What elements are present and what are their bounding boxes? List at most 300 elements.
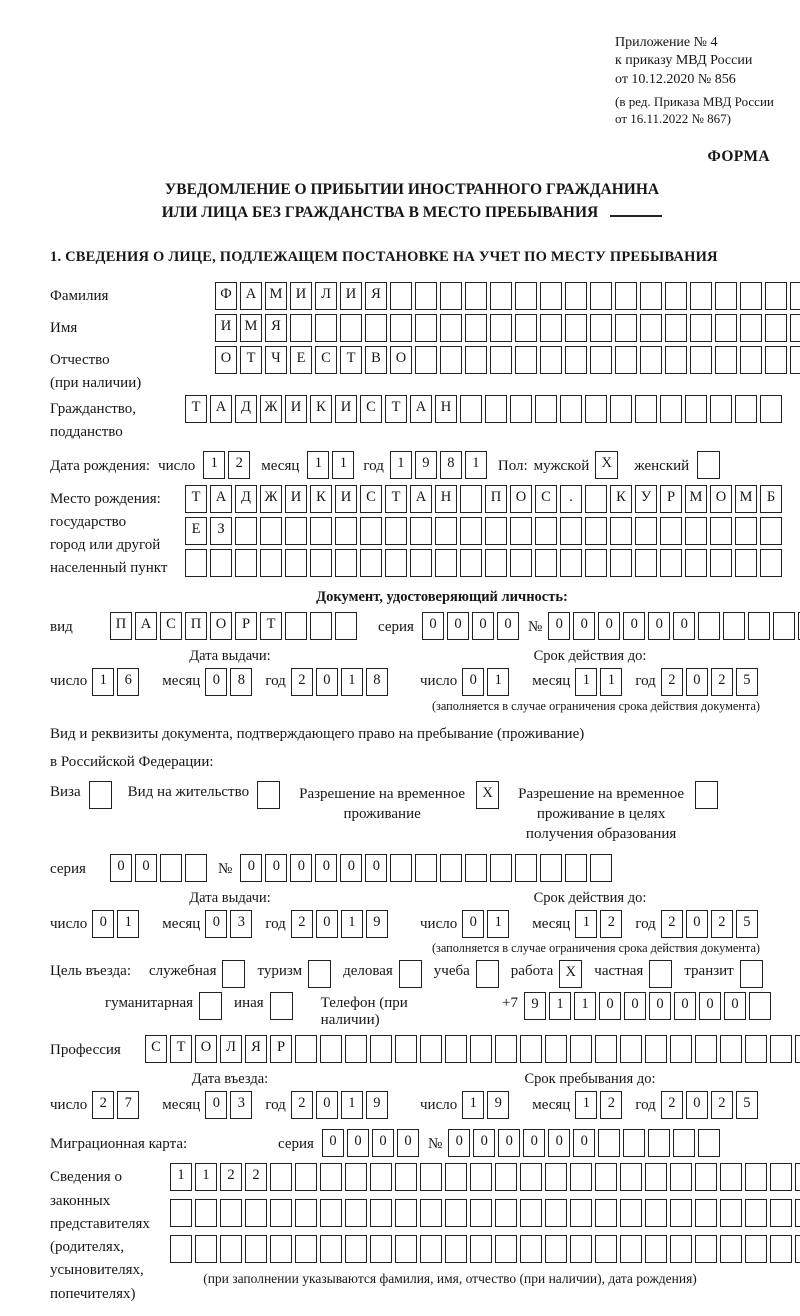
char-cell[interactable] — [260, 517, 282, 545]
char-cell[interactable] — [790, 282, 800, 310]
char-cell[interactable] — [620, 1199, 642, 1227]
char-cell[interactable]: И — [290, 282, 312, 310]
char-cell[interactable]: И — [335, 485, 357, 513]
char-cell[interactable] — [235, 549, 257, 577]
char-cell[interactable] — [595, 1163, 617, 1191]
char-cell[interactable] — [645, 1199, 667, 1227]
char-cell[interactable]: 0 — [497, 612, 519, 640]
char-cell[interactable] — [620, 1035, 642, 1063]
char-cell[interactable] — [465, 314, 487, 342]
char-cell[interactable]: 1 — [575, 910, 597, 938]
char-cell[interactable] — [520, 1035, 542, 1063]
char-cell[interactable] — [770, 1235, 792, 1263]
purpose-work-checkbox[interactable]: X — [559, 960, 582, 988]
char-cell[interactable]: И — [285, 485, 307, 513]
char-cell[interactable] — [495, 1199, 517, 1227]
char-cell[interactable] — [390, 282, 412, 310]
char-cell[interactable] — [445, 1035, 467, 1063]
char-cell[interactable] — [570, 1199, 592, 1227]
purpose-humanitarian-checkbox[interactable] — [199, 992, 222, 1020]
char-cell[interactable]: 0 — [316, 910, 338, 938]
char-cell[interactable]: А — [210, 395, 232, 423]
char-cell[interactable] — [420, 1163, 442, 1191]
char-cell[interactable]: 1 — [549, 992, 571, 1020]
char-cell[interactable] — [170, 1235, 192, 1263]
char-cell[interactable] — [390, 314, 412, 342]
char-cell[interactable]: О — [215, 346, 237, 374]
char-cell[interactable]: Т — [185, 485, 207, 513]
purpose-private-checkbox[interactable] — [649, 960, 672, 988]
char-cell[interactable] — [360, 549, 382, 577]
char-cell[interactable]: А — [410, 395, 432, 423]
char-cell[interactable]: . — [560, 485, 582, 513]
char-cell[interactable]: Я — [365, 282, 387, 310]
char-cell[interactable]: К — [310, 395, 332, 423]
char-cell[interactable]: 0 — [648, 612, 670, 640]
char-cell[interactable]: 0 — [462, 910, 484, 938]
char-cell[interactable]: Р — [660, 485, 682, 513]
char-cell[interactable] — [335, 612, 357, 640]
char-cell[interactable]: 2 — [291, 1091, 313, 1119]
char-cell[interactable]: И — [340, 282, 362, 310]
char-cell[interactable] — [670, 1163, 692, 1191]
char-cell[interactable] — [685, 549, 707, 577]
char-cell[interactable] — [270, 1199, 292, 1227]
char-cell[interactable] — [715, 346, 737, 374]
char-cell[interactable] — [773, 612, 795, 640]
char-cell[interactable]: К — [310, 485, 332, 513]
char-cell[interactable] — [395, 1035, 417, 1063]
char-cell[interactable]: 0 — [92, 910, 114, 938]
char-cell[interactable] — [420, 1199, 442, 1227]
char-cell[interactable] — [185, 854, 207, 882]
char-cell[interactable] — [795, 1163, 800, 1191]
char-cell[interactable] — [610, 549, 632, 577]
char-cell[interactable]: К — [610, 485, 632, 513]
char-cell[interactable]: Л — [315, 282, 337, 310]
char-cell[interactable]: 1 — [465, 451, 487, 479]
char-cell[interactable]: И — [335, 395, 357, 423]
char-cell[interactable]: М — [685, 485, 707, 513]
char-cell[interactable] — [465, 282, 487, 310]
char-cell[interactable]: С — [535, 485, 557, 513]
char-cell[interactable]: 2 — [600, 910, 622, 938]
char-cell[interactable] — [585, 485, 607, 513]
char-cell[interactable]: 2 — [245, 1163, 267, 1191]
char-cell[interactable]: А — [240, 282, 262, 310]
char-cell[interactable] — [395, 1235, 417, 1263]
char-cell[interactable] — [585, 395, 607, 423]
char-cell[interactable] — [560, 517, 582, 545]
char-cell[interactable]: З — [210, 517, 232, 545]
char-cell[interactable] — [585, 549, 607, 577]
char-cell[interactable]: 1 — [390, 451, 412, 479]
char-cell[interactable]: 0 — [473, 1129, 495, 1157]
char-cell[interactable] — [335, 549, 357, 577]
char-cell[interactable] — [570, 1235, 592, 1263]
char-cell[interactable] — [345, 1035, 367, 1063]
char-cell[interactable] — [385, 549, 407, 577]
char-cell[interactable] — [440, 346, 462, 374]
char-cell[interactable] — [770, 1035, 792, 1063]
char-cell[interactable] — [310, 549, 332, 577]
char-cell[interactable] — [515, 282, 537, 310]
char-cell[interactable] — [195, 1199, 217, 1227]
char-cell[interactable] — [445, 1199, 467, 1227]
char-cell[interactable]: Т — [185, 395, 207, 423]
char-cell[interactable] — [360, 517, 382, 545]
char-cell[interactable]: Я — [245, 1035, 267, 1063]
purpose-tourism-checkbox[interactable] — [308, 960, 331, 988]
char-cell[interactable] — [420, 1035, 442, 1063]
char-cell[interactable]: 0 — [365, 854, 387, 882]
char-cell[interactable] — [495, 1163, 517, 1191]
char-cell[interactable] — [390, 854, 412, 882]
char-cell[interactable]: 2 — [92, 1091, 114, 1119]
char-cell[interactable] — [445, 1163, 467, 1191]
char-cell[interactable]: 0 — [548, 612, 570, 640]
char-cell[interactable] — [735, 517, 757, 545]
char-cell[interactable] — [345, 1163, 367, 1191]
char-cell[interactable] — [723, 612, 745, 640]
char-cell[interactable] — [410, 517, 432, 545]
char-cell[interactable]: 1 — [92, 668, 114, 696]
char-cell[interactable]: 0 — [135, 854, 157, 882]
char-cell[interactable] — [648, 1129, 670, 1157]
char-cell[interactable] — [770, 1163, 792, 1191]
char-cell[interactable]: 0 — [523, 1129, 545, 1157]
char-cell[interactable] — [540, 854, 562, 882]
char-cell[interactable]: 0 — [649, 992, 671, 1020]
char-cell[interactable]: 0 — [699, 992, 721, 1020]
char-cell[interactable]: 2 — [661, 1091, 683, 1119]
char-cell[interactable] — [535, 549, 557, 577]
char-cell[interactable] — [645, 1163, 667, 1191]
char-cell[interactable]: Р — [270, 1035, 292, 1063]
char-cell[interactable] — [565, 346, 587, 374]
char-cell[interactable]: 0 — [674, 992, 696, 1020]
char-cell[interactable] — [720, 1163, 742, 1191]
char-cell[interactable] — [590, 854, 612, 882]
char-cell[interactable]: Т — [240, 346, 262, 374]
char-cell[interactable]: 8 — [366, 668, 388, 696]
char-cell[interactable] — [795, 1235, 800, 1263]
char-cell[interactable]: 8 — [230, 668, 252, 696]
char-cell[interactable] — [470, 1163, 492, 1191]
purpose-transit-checkbox[interactable] — [740, 960, 763, 988]
char-cell[interactable] — [635, 517, 657, 545]
char-cell[interactable] — [745, 1235, 767, 1263]
char-cell[interactable] — [740, 314, 762, 342]
char-cell[interactable] — [495, 1035, 517, 1063]
char-cell[interactable] — [685, 395, 707, 423]
char-cell[interactable]: 8 — [440, 451, 462, 479]
char-cell[interactable]: Р — [235, 612, 257, 640]
char-cell[interactable] — [749, 992, 771, 1020]
char-cell[interactable] — [195, 1235, 217, 1263]
visa-checkbox[interactable] — [89, 781, 112, 809]
char-cell[interactable] — [595, 1199, 617, 1227]
char-cell[interactable] — [295, 1199, 317, 1227]
char-cell[interactable]: 2 — [661, 910, 683, 938]
char-cell[interactable]: 0 — [110, 854, 132, 882]
char-cell[interactable] — [610, 395, 632, 423]
char-cell[interactable] — [720, 1199, 742, 1227]
purpose-study-checkbox[interactable] — [476, 960, 499, 988]
char-cell[interactable]: 0 — [599, 992, 621, 1020]
char-cell[interactable]: С — [145, 1035, 167, 1063]
char-cell[interactable] — [670, 1199, 692, 1227]
char-cell[interactable] — [698, 1129, 720, 1157]
char-cell[interactable] — [770, 1199, 792, 1227]
char-cell[interactable] — [510, 517, 532, 545]
char-cell[interactable] — [515, 314, 537, 342]
char-cell[interactable]: 1 — [341, 1091, 363, 1119]
char-cell[interactable] — [270, 1163, 292, 1191]
purpose-other-checkbox[interactable] — [270, 992, 293, 1020]
char-cell[interactable]: И — [215, 314, 237, 342]
char-cell[interactable] — [690, 346, 712, 374]
char-cell[interactable] — [795, 1035, 800, 1063]
char-cell[interactable] — [520, 1199, 542, 1227]
char-cell[interactable] — [640, 346, 662, 374]
char-cell[interactable] — [598, 1129, 620, 1157]
char-cell[interactable] — [220, 1199, 242, 1227]
char-cell[interactable]: Я — [265, 314, 287, 342]
char-cell[interactable] — [415, 854, 437, 882]
char-cell[interactable] — [645, 1035, 667, 1063]
char-cell[interactable]: 0 — [462, 668, 484, 696]
char-cell[interactable] — [315, 314, 337, 342]
sex-female-checkbox[interactable] — [697, 451, 720, 479]
char-cell[interactable]: Е — [185, 517, 207, 545]
char-cell[interactable]: 2 — [711, 910, 733, 938]
char-cell[interactable]: 0 — [315, 854, 337, 882]
char-cell[interactable] — [490, 854, 512, 882]
char-cell[interactable]: 0 — [347, 1129, 369, 1157]
char-cell[interactable]: Н — [435, 395, 457, 423]
char-cell[interactable]: 0 — [205, 668, 227, 696]
char-cell[interactable]: 0 — [623, 612, 645, 640]
char-cell[interactable] — [485, 517, 507, 545]
char-cell[interactable]: 0 — [448, 1129, 470, 1157]
char-cell[interactable]: Н — [435, 485, 457, 513]
char-cell[interactable]: Д — [235, 395, 257, 423]
char-cell[interactable] — [590, 282, 612, 310]
char-cell[interactable] — [460, 395, 482, 423]
char-cell[interactable] — [415, 314, 437, 342]
char-cell[interactable]: 0 — [316, 1091, 338, 1119]
char-cell[interactable] — [698, 612, 720, 640]
char-cell[interactable] — [395, 1163, 417, 1191]
char-cell[interactable] — [685, 517, 707, 545]
char-cell[interactable]: 0 — [372, 1129, 394, 1157]
purpose-official-checkbox[interactable] — [222, 960, 245, 988]
char-cell[interactable] — [745, 1035, 767, 1063]
char-cell[interactable]: 7 — [117, 1091, 139, 1119]
char-cell[interactable] — [540, 346, 562, 374]
char-cell[interactable]: П — [185, 612, 207, 640]
char-cell[interactable] — [485, 549, 507, 577]
char-cell[interactable]: 1 — [600, 668, 622, 696]
temp-residence-education-checkbox[interactable] — [695, 781, 718, 809]
char-cell[interactable]: С — [160, 612, 182, 640]
char-cell[interactable] — [665, 346, 687, 374]
char-cell[interactable] — [470, 1035, 492, 1063]
char-cell[interactable] — [760, 517, 782, 545]
char-cell[interactable] — [765, 314, 787, 342]
char-cell[interactable] — [365, 314, 387, 342]
char-cell[interactable] — [515, 854, 537, 882]
char-cell[interactable]: Д — [235, 485, 257, 513]
char-cell[interactable] — [370, 1035, 392, 1063]
char-cell[interactable]: Т — [385, 485, 407, 513]
char-cell[interactable]: А — [210, 485, 232, 513]
char-cell[interactable] — [695, 1199, 717, 1227]
char-cell[interactable] — [515, 346, 537, 374]
char-cell[interactable]: Т — [385, 395, 407, 423]
char-cell[interactable] — [695, 1163, 717, 1191]
char-cell[interactable] — [610, 517, 632, 545]
char-cell[interactable]: 1 — [170, 1163, 192, 1191]
char-cell[interactable] — [415, 282, 437, 310]
char-cell[interactable] — [535, 517, 557, 545]
char-cell[interactable] — [640, 282, 662, 310]
char-cell[interactable] — [585, 517, 607, 545]
char-cell[interactable]: 0 — [686, 910, 708, 938]
char-cell[interactable] — [270, 1235, 292, 1263]
char-cell[interactable]: 1 — [575, 668, 597, 696]
char-cell[interactable]: 0 — [422, 612, 444, 640]
char-cell[interactable] — [465, 346, 487, 374]
char-cell[interactable]: 2 — [711, 1091, 733, 1119]
char-cell[interactable]: 5 — [736, 668, 758, 696]
char-cell[interactable] — [395, 1199, 417, 1227]
char-cell[interactable] — [795, 1199, 800, 1227]
char-cell[interactable] — [540, 314, 562, 342]
char-cell[interactable]: 0 — [205, 910, 227, 938]
char-cell[interactable] — [485, 395, 507, 423]
char-cell[interactable]: 1 — [341, 668, 363, 696]
char-cell[interactable]: М — [265, 282, 287, 310]
char-cell[interactable]: 0 — [724, 992, 746, 1020]
char-cell[interactable] — [410, 549, 432, 577]
char-cell[interactable] — [185, 549, 207, 577]
char-cell[interactable] — [310, 517, 332, 545]
char-cell[interactable]: У — [635, 485, 657, 513]
char-cell[interactable] — [545, 1199, 567, 1227]
char-cell[interactable] — [320, 1035, 342, 1063]
char-cell[interactable] — [510, 549, 532, 577]
char-cell[interactable] — [623, 1129, 645, 1157]
char-cell[interactable] — [690, 314, 712, 342]
char-cell[interactable]: 9 — [415, 451, 437, 479]
char-cell[interactable]: 1 — [575, 1091, 597, 1119]
char-cell[interactable]: О — [510, 485, 532, 513]
char-cell[interactable] — [490, 314, 512, 342]
char-cell[interactable]: Ж — [260, 395, 282, 423]
char-cell[interactable]: О — [210, 612, 232, 640]
char-cell[interactable] — [590, 314, 612, 342]
char-cell[interactable] — [370, 1235, 392, 1263]
char-cell[interactable]: О — [710, 485, 732, 513]
char-cell[interactable] — [440, 854, 462, 882]
char-cell[interactable] — [748, 612, 770, 640]
char-cell[interactable]: 0 — [686, 1091, 708, 1119]
char-cell[interactable] — [565, 854, 587, 882]
char-cell[interactable]: 0 — [686, 668, 708, 696]
char-cell[interactable] — [435, 549, 457, 577]
char-cell[interactable] — [320, 1235, 342, 1263]
char-cell[interactable] — [445, 1235, 467, 1263]
char-cell[interactable]: А — [410, 485, 432, 513]
char-cell[interactable] — [620, 1163, 642, 1191]
char-cell[interactable] — [535, 395, 557, 423]
char-cell[interactable] — [440, 314, 462, 342]
char-cell[interactable] — [295, 1035, 317, 1063]
char-cell[interactable]: 1 — [574, 992, 596, 1020]
char-cell[interactable] — [790, 346, 800, 374]
char-cell[interactable] — [170, 1199, 192, 1227]
char-cell[interactable] — [720, 1035, 742, 1063]
char-cell[interactable]: М — [240, 314, 262, 342]
char-cell[interactable]: 9 — [524, 992, 546, 1020]
char-cell[interactable]: 1 — [332, 451, 354, 479]
char-cell[interactable]: 2 — [600, 1091, 622, 1119]
char-cell[interactable] — [615, 314, 637, 342]
char-cell[interactable]: Е — [290, 346, 312, 374]
char-cell[interactable] — [160, 854, 182, 882]
char-cell[interactable]: 9 — [487, 1091, 509, 1119]
char-cell[interactable] — [670, 1035, 692, 1063]
char-cell[interactable]: 0 — [316, 668, 338, 696]
char-cell[interactable]: 0 — [205, 1091, 227, 1119]
char-cell[interactable]: 2 — [228, 451, 250, 479]
char-cell[interactable]: О — [390, 346, 412, 374]
char-cell[interactable] — [695, 1235, 717, 1263]
char-cell[interactable]: Ф — [215, 282, 237, 310]
char-cell[interactable]: 0 — [240, 854, 262, 882]
char-cell[interactable]: Б — [760, 485, 782, 513]
char-cell[interactable]: 0 — [290, 854, 312, 882]
char-cell[interactable]: Ч — [265, 346, 287, 374]
char-cell[interactable] — [615, 346, 637, 374]
char-cell[interactable] — [335, 517, 357, 545]
char-cell[interactable]: 0 — [322, 1129, 344, 1157]
char-cell[interactable] — [673, 1129, 695, 1157]
char-cell[interactable]: 0 — [265, 854, 287, 882]
char-cell[interactable] — [670, 1235, 692, 1263]
char-cell[interactable] — [595, 1035, 617, 1063]
char-cell[interactable] — [590, 346, 612, 374]
char-cell[interactable] — [660, 395, 682, 423]
char-cell[interactable] — [745, 1163, 767, 1191]
char-cell[interactable]: 3 — [230, 910, 252, 938]
char-cell[interactable]: 0 — [598, 612, 620, 640]
temp-residence-checkbox[interactable]: X — [476, 781, 499, 809]
char-cell[interactable] — [435, 517, 457, 545]
char-cell[interactable] — [295, 1163, 317, 1191]
char-cell[interactable] — [715, 314, 737, 342]
char-cell[interactable] — [245, 1235, 267, 1263]
char-cell[interactable]: 2 — [291, 668, 313, 696]
char-cell[interactable]: 5 — [736, 1091, 758, 1119]
char-cell[interactable]: 0 — [340, 854, 362, 882]
char-cell[interactable]: 0 — [397, 1129, 419, 1157]
residence-permit-checkbox[interactable] — [257, 781, 280, 809]
char-cell[interactable]: 9 — [366, 1091, 388, 1119]
char-cell[interactable] — [210, 549, 232, 577]
